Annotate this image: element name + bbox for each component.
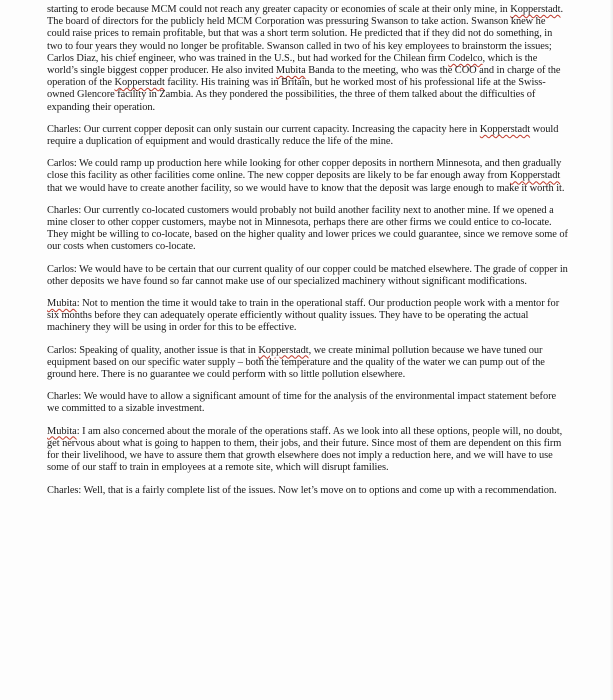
spellcheck-flagged-word: Kopperstadt [509, 170, 561, 182]
spellcheck-flagged-word: Kopperstadt [258, 344, 309, 356]
paragraph-text: , which is the world’s single biggest copper producer. He also invited [47, 52, 538, 77]
paragraph-text: Charles: Our current copper deposit can only sustain our current capacity. Increasing the capacity here in [47, 123, 480, 135]
paragraph [47, 426, 569, 475]
paragraph [47, 205, 569, 254]
spellcheck-flagged-word: Codelco [448, 52, 483, 64]
paragraph [47, 391, 569, 415]
paragraph-text: starting to erode because MCM could not reach any greater capacity or economies of scale at their only mine, in [47, 4, 511, 15]
paragraph [47, 485, 569, 497]
paragraph [47, 264, 569, 288]
spellcheck-flagged-word: Mubita [47, 298, 77, 310]
spellcheck-flagged-word: Kopperstadt [114, 77, 165, 89]
paragraph [47, 124, 569, 148]
paragraph-text: Charles: Well, that is a fairly complete list of the issues. Now let’s move on to options and come up with a recommendation. [47, 484, 557, 496]
paragraph-text: : Not to mention the time it would take to train in the operational staff. Our production people work with a mentor for six months before they can adequately operate efficiently without quality issues. They have to be operating the actual machinery they will be using in order for this to be effective. [47, 298, 560, 334]
paragraph-text: facility. His training was in Britain, but he worked most of his professional life at the Swiss-owned Glencore facility in Zambia. As they pondered the possibilities, the three of them talked about the difficulties of expanding their operation. [47, 77, 546, 113]
paragraph [47, 298, 569, 335]
paragraph-text: Charles: We would have to allow a significant amount of time for the analysis of the environmental impact statement before we committed to a sizable investment. [47, 391, 557, 415]
paragraph-text: Banda to the meeting, who was the COO and in charge of the operation of the [47, 65, 561, 89]
paragraph-text: Carlos: Speaking of quality, another issue is that in [47, 344, 259, 356]
paragraph-text: Carlos: We would have to be certain that our current quality of our copper could be matched elsewhere. The grade of copper in other deposits we have found so far cannot make use of our specialized machinery without significant modifications. [47, 263, 568, 287]
paragraph-text: that we would have to create another facility, so we would have to know that the deposit was large enough to make it worth it. [47, 182, 565, 194]
paragraph-text: : I am also concerned about the morale of the operations staff. As we look into all these options, people will, no doubt, get nervous about what is going to happen to them, their jobs, and their future. Since most of them are dependent on this firm for their livelihood, we have to assure them that growth elsewhere does not imply a reduction here, and we will have to use some of our staff to train in employees at a remote site, which will disrupt families. [47, 425, 563, 474]
paragraph [47, 345, 569, 382]
spellcheck-flagged-word: Mubita [275, 65, 306, 77]
paragraph-text: . The board of directors for the publicly held MCM Corporation was pressuring Swanson to take action. Swanson knew he could raise prices to remain profitable, but that was a short term solution. He predicted that if they did not do something, in two to four years they would no longer be profitable. Swanson called in two of his key employees to brainstorm the issues; Carlos Diaz, his chief engineer, who was trained in the U.S., but had worked for the Chilean firm [47, 4, 564, 64]
paragraph-text: Carlos: We could ramp up production here while looking for other copper deposits in northern Minnesota, and then gradually close this facility as other facilities come online. The new copper deposits are likely to be far enough away from [47, 158, 562, 182]
page-edge-shadow [609, 0, 613, 700]
paragraph-text: , we create minimal pollution because we have tuned our equipment based on our specific water supply – both the temperature and the quality of the water we can pump out of the ground here. There is no guarantee we could perform with so little pollution elsewhere. [47, 344, 545, 381]
paragraph [47, 4, 569, 114]
paragraph-text: Charles: Our currently co-located customers would probably not build another facility next to another mine. If we opened a mine closer to other copper customers, maybe not in Minnesota, perhaps there are other firms we could entice to co-locate. They might be willing to co-locate, based on the higher quality and lower prices we could guarantee, since we remove some of our costs when customers co-locate. [47, 204, 568, 253]
document-body [47, 4, 569, 497]
paragraph [47, 158, 569, 195]
spellcheck-flagged-word: Kopperstadt [510, 4, 561, 15]
spellcheck-flagged-word: Kopperstadt [479, 123, 531, 135]
paragraph-text: would require a duplication of equipment and would drastically reduce the life of the mine. [47, 123, 559, 148]
spellcheck-flagged-word: Mubita [47, 425, 77, 437]
